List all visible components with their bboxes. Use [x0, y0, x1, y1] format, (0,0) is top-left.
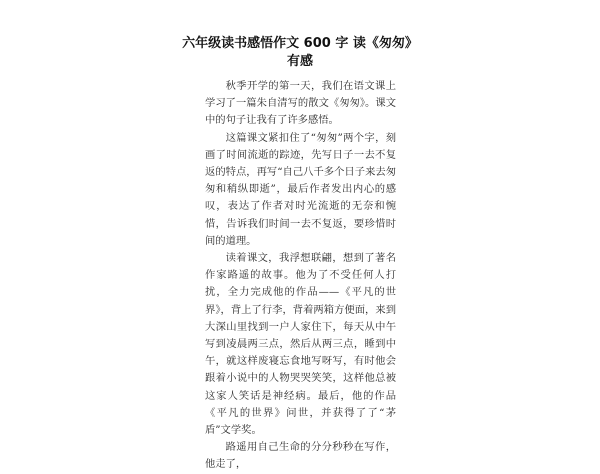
- document-title-line-2: 有感: [286, 54, 313, 69]
- paragraph-3: 读着课文，我浮想联翩，想到了著名作家路遥的故事。他为了不受任何人打扰，全力完成他的作品——《平凡的世界》，背上了行李，背着两箱方便面，来到大深山里找到一户人家住下，每天从中午写到凌晨两三点，然后从两三点，睡到中午，就这样废寝忘食地写呀写，有时他会跟着小说中的人物哭哭笑笑，这样他总被这家人笑话是神经病。最后，他的作品《平凡的世界》问世，并获得了了“茅盾”文学奖。: [205, 252, 396, 437]
- paragraph-1: 秋季开学的第一天，我们在语文课上学习了一篇朱自清写的散文《匆匆》。课文中的句子让我有了许多感悟。: [205, 80, 396, 127]
- document-title-line-1: 六年级读书感悟作文 600 字 读《匆匆》: [182, 36, 418, 51]
- paragraph-2: 这篇课文紧扣住了“匆匆”两个字，刻画了时间流逝的踪迹，先写日子一去不复返的特点，再写“自己八千多个日子来去匆匆和稍纵即逝”，最后作者发出内心的感叹，表达了作者对时光流逝的无奈和惋惜，告诉我们时间一去不复返，要珍惜时间的道理。: [205, 131, 396, 247]
- paragraph-4: 路遥用自己生命的分分秒秒在写作，他走了，: [205, 441, 396, 471]
- document-title: [170, 35, 430, 71]
- document-body: [205, 78, 396, 474]
